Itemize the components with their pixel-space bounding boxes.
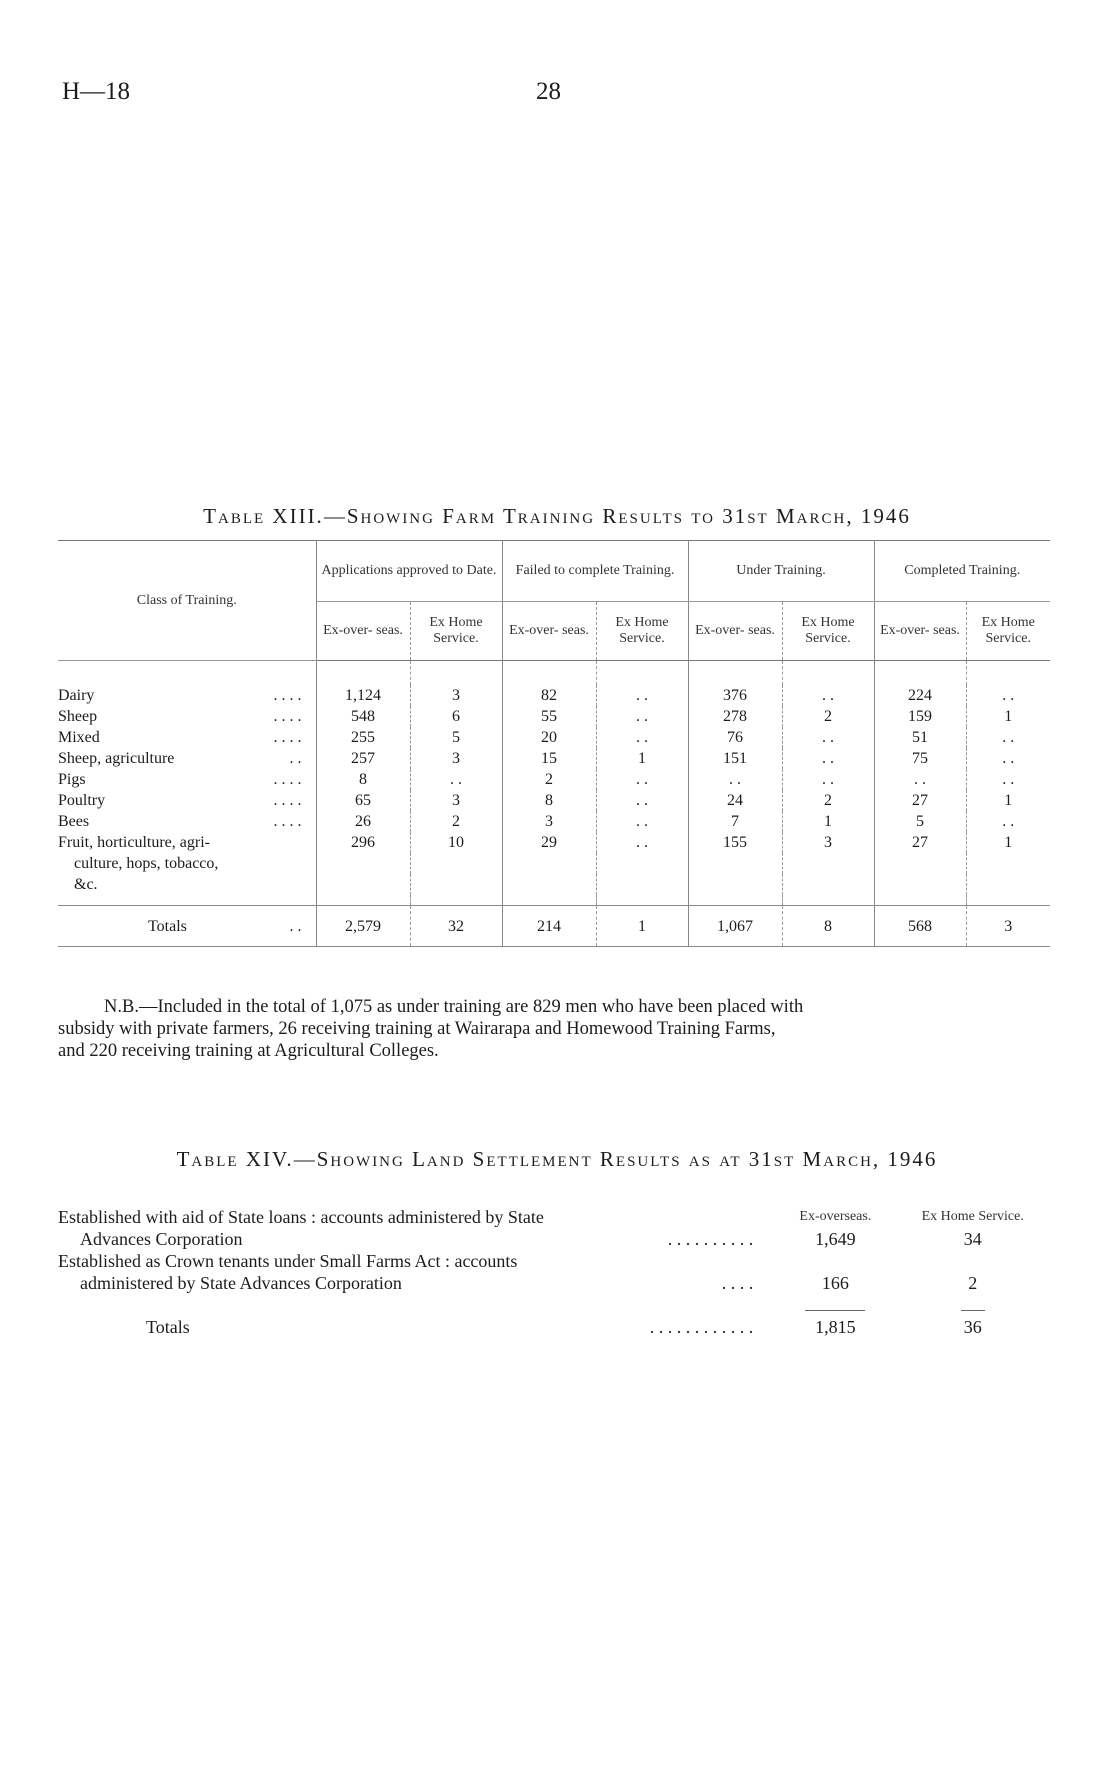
row-description: administered by State Advances Corporation xyxy=(80,1273,402,1293)
row-description: Advances Corporation xyxy=(80,1229,243,1249)
leader-dots: . . . . . . . . . . xyxy=(667,1229,754,1249)
completed-header: Completed Training. xyxy=(874,541,1050,602)
total-cell: 8 xyxy=(782,906,874,947)
table-row xyxy=(58,685,1050,706)
row-description: Established as Crown tenants under Small Farms Act : accounts xyxy=(58,1251,518,1271)
sub-header: Ex Home Service. xyxy=(966,602,1050,661)
table-cell xyxy=(688,853,782,874)
table-cell: . . xyxy=(782,685,874,706)
table-cell: . . xyxy=(596,706,688,727)
table-cell: . . xyxy=(596,832,688,853)
table-cell: . . xyxy=(688,769,782,790)
table-cell xyxy=(782,874,874,895)
group-header-row xyxy=(58,541,1050,602)
row-label: &c. xyxy=(74,876,98,893)
leader-dots: . . . . xyxy=(273,792,302,809)
table-cell: 76 xyxy=(688,727,782,748)
row-label: Dairy xyxy=(58,687,95,704)
table-cell: 2 xyxy=(968,1273,978,1293)
note-line: and 220 receiving training at Agricultural Colleges. xyxy=(58,1041,439,1061)
table-row xyxy=(58,853,1050,874)
table-cell xyxy=(410,874,502,895)
total-cell: 32 xyxy=(410,906,502,947)
table13-title-prefix: Table XIII. xyxy=(203,504,324,528)
table-cell: 2 xyxy=(782,706,874,727)
row-label: Pigs xyxy=(58,771,86,788)
table-row xyxy=(58,1228,1048,1250)
row-label: Bees xyxy=(58,813,90,830)
table-cell: 5 xyxy=(874,811,966,832)
totals-label: Totals xyxy=(146,1317,190,1337)
table14-title-prefix: Table XIV. xyxy=(176,1147,294,1171)
table-cell: 6 xyxy=(410,706,502,727)
table-cell: 1 xyxy=(596,748,688,769)
under-training-header: Under Training. xyxy=(688,541,874,602)
table-cell: 1 xyxy=(782,811,874,832)
table-cell: 8 xyxy=(316,769,410,790)
table-cell: . . xyxy=(596,811,688,832)
row-label: culture, hops, tobacco, xyxy=(74,855,219,872)
total-cell: 1,815 xyxy=(815,1317,856,1337)
sum-rule xyxy=(961,1310,985,1311)
table-cell xyxy=(410,853,502,874)
table-cell: 3 xyxy=(410,685,502,706)
column-header-ex-overseas: Ex-overseas. xyxy=(799,1209,872,1224)
row-description: Established with aid of State loans : accounts administered by State xyxy=(58,1207,544,1227)
table-cell xyxy=(966,853,1050,874)
class-header: Class of Training. xyxy=(58,541,316,661)
table-cell: 376 xyxy=(688,685,782,706)
land-settlement-table xyxy=(58,1206,1048,1338)
table-cell: 7 xyxy=(688,811,782,832)
table-cell: 296 xyxy=(316,832,410,853)
table-cell: 26 xyxy=(316,811,410,832)
row-label: Sheep xyxy=(58,708,98,725)
total-cell: 568 xyxy=(874,906,966,947)
table-cell: 2 xyxy=(410,811,502,832)
table-row xyxy=(58,1206,1048,1228)
table-cell: . . xyxy=(1002,771,1015,788)
row-label: Mixed xyxy=(58,729,100,746)
table-row xyxy=(58,748,1050,769)
leader-dots: . . . . xyxy=(273,771,302,788)
table-row xyxy=(58,706,1050,727)
sum-rule xyxy=(805,1310,865,1311)
row-label: Sheep, agriculture xyxy=(58,750,175,767)
table-cell: 8 xyxy=(502,790,596,811)
leader-dots: . . xyxy=(289,918,302,935)
table-cell: 15 xyxy=(502,748,596,769)
table13-title xyxy=(0,504,1114,529)
sub-header: Ex-over- seas. xyxy=(688,602,782,661)
table-cell xyxy=(874,853,966,874)
total-cell: 1 xyxy=(596,906,688,947)
leader-dots: . . . . xyxy=(273,813,302,830)
table-cell: 29 xyxy=(502,832,596,853)
table13-note xyxy=(58,996,1048,1062)
table-cell: 1 xyxy=(1004,792,1013,809)
table-cell: 10 xyxy=(410,832,502,853)
table13-title-rest: —Showing Farm Training Results to 31st March, 1946 xyxy=(323,504,911,528)
table-cell: . . xyxy=(782,727,874,748)
table-cell: 278 xyxy=(688,706,782,727)
table-cell: 27 xyxy=(874,790,966,811)
table-cell: . . xyxy=(1002,687,1015,704)
table-row xyxy=(58,1250,1048,1272)
row-label: Fruit, horticulture, agri- xyxy=(58,834,210,851)
table-cell: 1,124 xyxy=(316,685,410,706)
table-cell: 151 xyxy=(688,748,782,769)
note-line: N.B.—Included in the total of 1,075 as under training are 829 men who have been placed with xyxy=(104,997,804,1017)
table-cell: 548 xyxy=(316,706,410,727)
table-cell: . . xyxy=(596,790,688,811)
sub-header: Ex Home Service. xyxy=(410,602,502,661)
sub-header: Ex Home Service. xyxy=(782,602,874,661)
table-cell: 159 xyxy=(874,706,966,727)
leader-dots: . . . . . . . . . . . . xyxy=(649,1317,754,1337)
leader-dots: . . . . xyxy=(721,1273,754,1293)
document-reference: H—18 xyxy=(62,78,131,105)
table-cell: 3 xyxy=(410,748,502,769)
table-cell: 34 xyxy=(963,1229,982,1249)
row-label: Poultry xyxy=(58,792,106,809)
table-cell: 24 xyxy=(688,790,782,811)
table-cell xyxy=(874,874,966,895)
table-cell: 155 xyxy=(688,832,782,853)
leader-dots: . . . . xyxy=(273,687,302,704)
table-cell: . . xyxy=(596,685,688,706)
table-cell: . . xyxy=(782,769,874,790)
table-row xyxy=(58,1272,1048,1294)
table-cell: . . xyxy=(874,769,966,790)
table-cell: 20 xyxy=(502,727,596,748)
sub-header: Ex Home Service. xyxy=(596,602,688,661)
table14-title xyxy=(0,1147,1114,1172)
table-row xyxy=(58,769,1050,790)
table-cell: 224 xyxy=(874,685,966,706)
table-cell xyxy=(596,874,688,895)
table-cell: 2 xyxy=(502,769,596,790)
sub-header: Ex-over- seas. xyxy=(874,602,966,661)
leader-dots: . . . . xyxy=(273,729,302,746)
failed-header: Failed to complete Training. xyxy=(502,541,688,602)
table-cell xyxy=(316,874,410,895)
table-cell: 3 xyxy=(782,832,874,853)
table-cell: . . xyxy=(782,748,874,769)
table-cell: 1 xyxy=(1004,834,1013,851)
total-cell: 3 xyxy=(966,906,1050,947)
table-cell: . . xyxy=(596,727,688,748)
table-cell xyxy=(316,853,410,874)
table-cell: 65 xyxy=(316,790,410,811)
table-cell: 5 xyxy=(410,727,502,748)
table-cell xyxy=(596,853,688,874)
totals-label: Totals xyxy=(148,917,187,935)
totals-row xyxy=(58,906,1050,947)
sub-header: Ex-over- seas. xyxy=(502,602,596,661)
table-cell: 82 xyxy=(502,685,596,706)
column-header-ex-home-service: Ex Home Service. xyxy=(921,1209,1024,1224)
table-row xyxy=(58,874,1050,895)
total-cell: 214 xyxy=(502,906,596,947)
leader-dots: . . xyxy=(289,750,302,767)
table-row xyxy=(58,832,1050,853)
table-cell xyxy=(966,874,1050,895)
table-cell: 1,649 xyxy=(815,1229,856,1249)
table-cell: . . xyxy=(1002,813,1015,830)
table14-title-rest: —Showing Land Settlement Results as at 31st March, 1946 xyxy=(293,1147,938,1171)
table-cell: 166 xyxy=(821,1273,849,1293)
table-cell: . . xyxy=(410,769,502,790)
table-cell: 1 xyxy=(1004,708,1013,725)
table-cell: 51 xyxy=(874,727,966,748)
table-row xyxy=(58,727,1050,748)
note-line: subsidy with private farmers, 26 receiving training at Wairarapa and Homewood Training Farms, xyxy=(58,1019,776,1039)
applications-header: Applications approved to Date. xyxy=(316,541,502,602)
table-cell: 27 xyxy=(874,832,966,853)
table-row xyxy=(58,811,1050,832)
table-cell xyxy=(688,874,782,895)
table-cell: 3 xyxy=(502,811,596,832)
leader-dots: . . . . xyxy=(273,708,302,725)
table-cell: 2 xyxy=(782,790,874,811)
table-cell xyxy=(502,853,596,874)
table-cell: . . xyxy=(596,769,688,790)
sub-header: Ex-over- seas. xyxy=(316,602,410,661)
table-cell: 3 xyxy=(410,790,502,811)
table-cell: 55 xyxy=(502,706,596,727)
farm-training-table xyxy=(58,540,1050,947)
table-cell xyxy=(782,853,874,874)
totals-row xyxy=(58,1316,1048,1338)
total-cell: 1,067 xyxy=(688,906,782,947)
table-cell: 255 xyxy=(316,727,410,748)
table-row xyxy=(58,790,1050,811)
table-cell: . . xyxy=(1002,729,1015,746)
table-cell: 257 xyxy=(316,748,410,769)
total-cell: 2,579 xyxy=(316,906,410,947)
page-number: 28 xyxy=(536,78,561,105)
table-cell: 75 xyxy=(874,748,966,769)
table-cell xyxy=(502,874,596,895)
table-cell: . . xyxy=(1002,750,1015,767)
total-cell: 36 xyxy=(963,1317,982,1337)
